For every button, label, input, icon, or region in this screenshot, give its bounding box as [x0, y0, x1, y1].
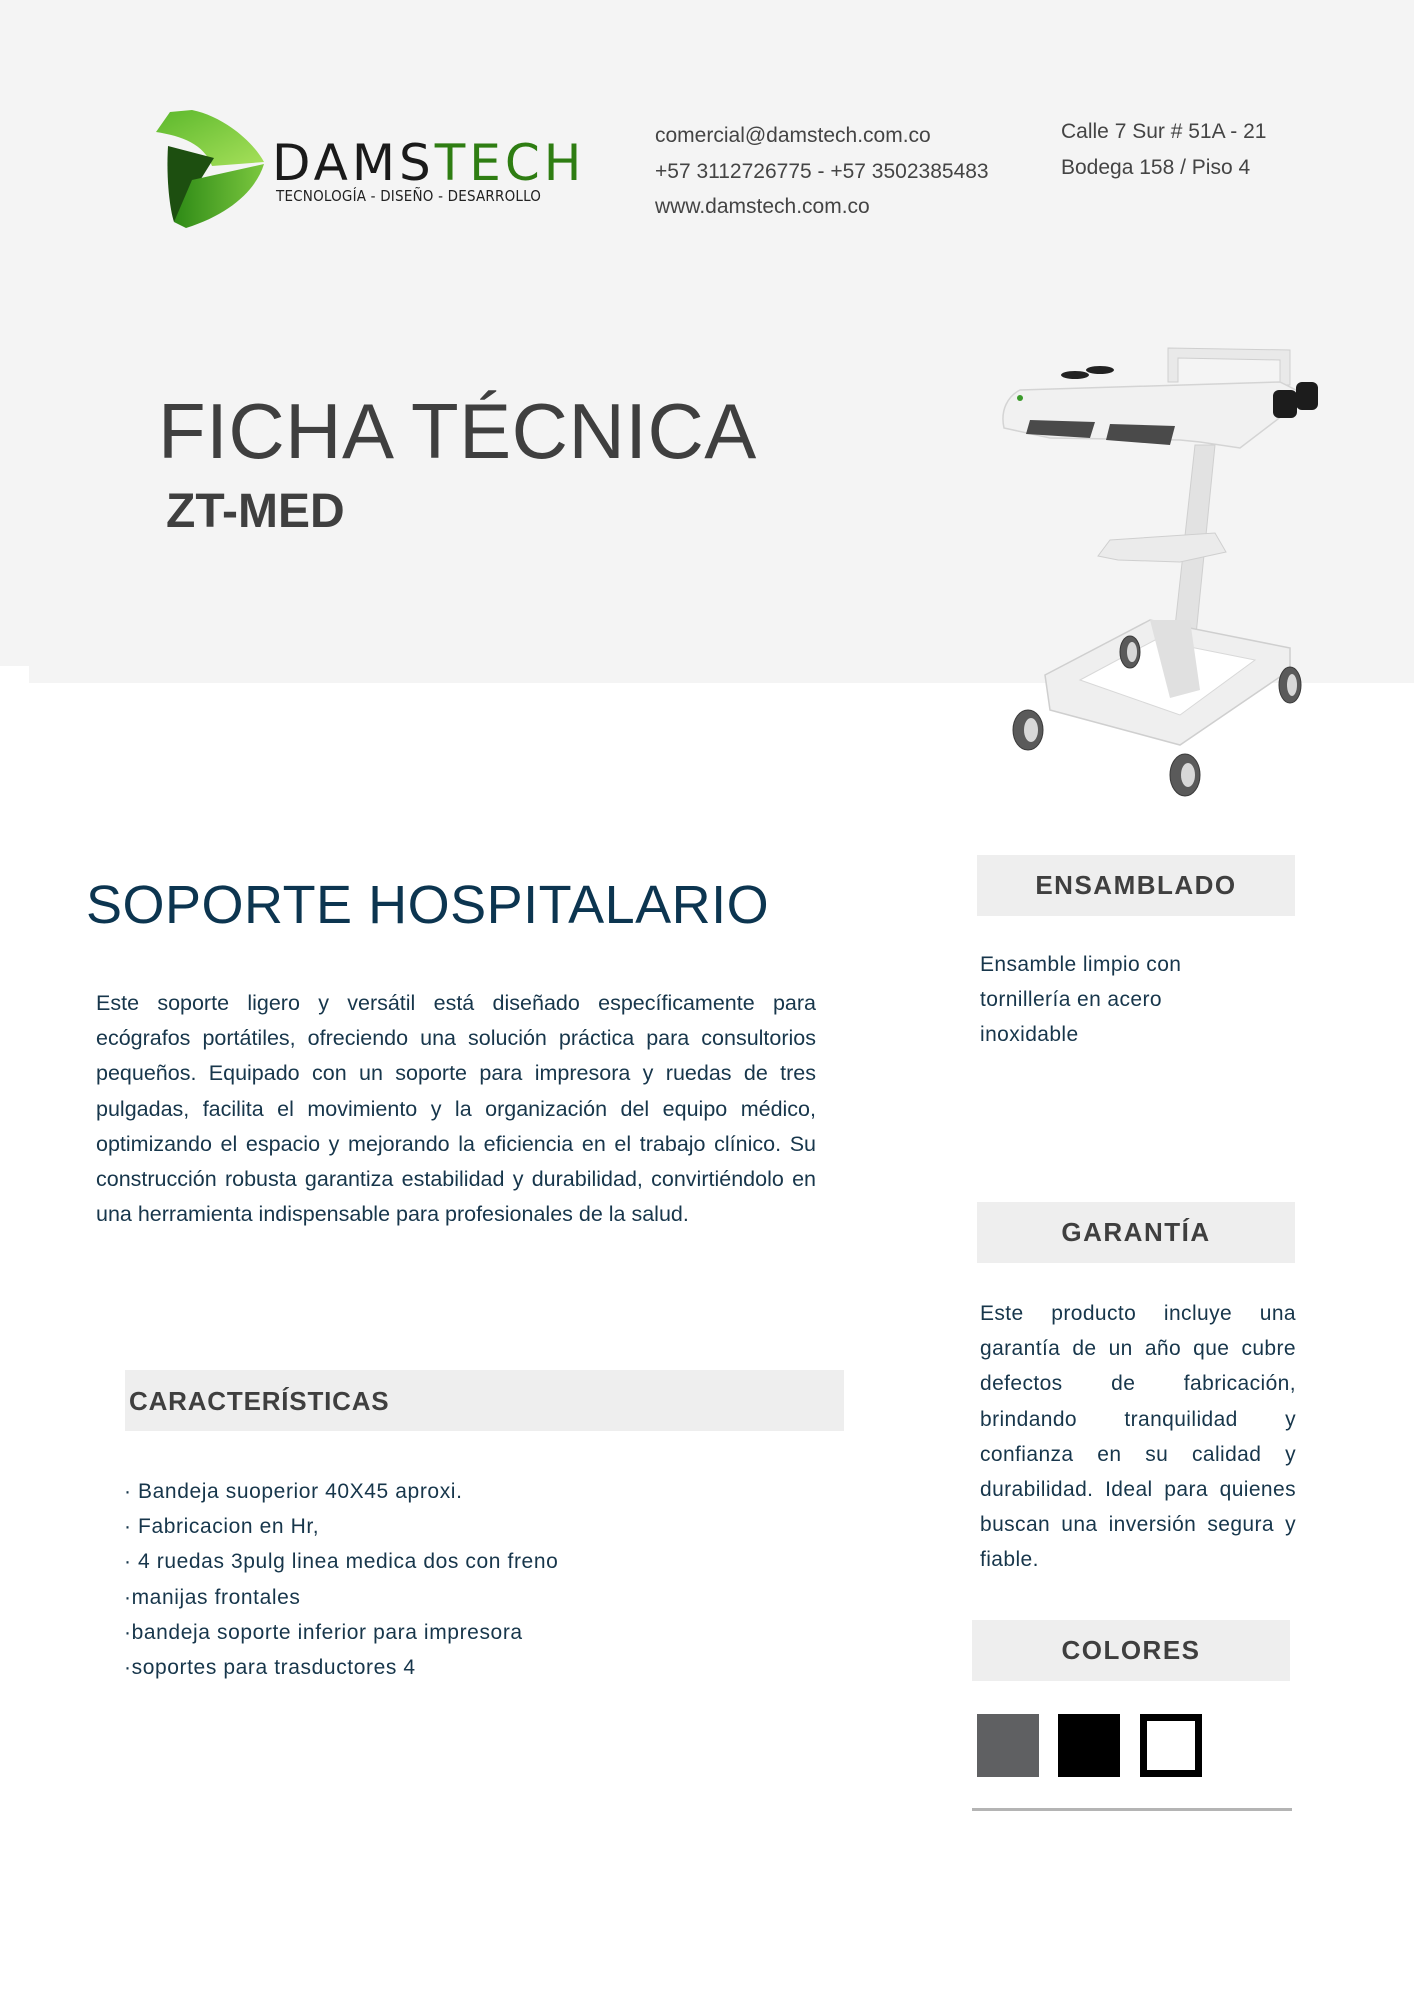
contact-website[interactable]: www.damstech.com.co: [655, 195, 870, 218]
logo-wordmark-tech: TECH: [434, 134, 586, 192]
colors-title: COLORES: [1061, 1635, 1201, 1665]
address-line2: Bodega 158 / Piso 4: [1061, 155, 1251, 179]
product-image: [990, 330, 1330, 820]
warranty-text: Este producto incluye una garantía de un año que cubre defectos de fabricación, brindando tranquilidad y confianza en su calidad y durabilidad. Ideal para quienes buscan una inversión segura y fiable.: [980, 1302, 1296, 1572]
colors-header: [972, 1620, 1290, 1681]
logo-wordmark: [272, 134, 586, 192]
warranty-header: [977, 1202, 1295, 1263]
assembly-header: [977, 855, 1295, 916]
color-swatch-gray: [977, 1714, 1039, 1777]
logo-mark-icon: [152, 110, 272, 230]
assembly-title: ENSAMBLADO: [1035, 870, 1237, 900]
feature-item: ·bandeja soporte inferior para impresora: [124, 1620, 523, 1644]
product-description: Este soporte ligero y versátil está diseñado específicamente para ecógrafos portátiles, ofreciendo una solución práctica para consultorios pequeños. Equipado con un soporte para impresora y ruedas de tres pulgadas, facilita el movimiento y la organización del equipo médico, optimizando el espacio y mejorando la eficiencia en el trabajo clínico. Su construcción robusta garantiza estabilidad y durabilidad, convirtiéndolo en una herramienta indispensable para profesionales de la salud.: [96, 991, 816, 1227]
contact-info: [655, 118, 989, 225]
warranty-title: GARANTÍA: [1061, 1217, 1211, 1247]
contact-email[interactable]: comercial@damstech.com.co: [655, 124, 931, 147]
color-swatch-black: [1058, 1714, 1120, 1777]
product-model: ZT-MED: [166, 485, 345, 538]
color-swatch-white: [1140, 1714, 1202, 1777]
company-logo: [152, 110, 586, 230]
feature-item: ·soportes para trasductores 4: [124, 1656, 416, 1680]
feature-item: · Fabricacion en Hr,: [124, 1515, 320, 1539]
document-title: FICHA TÉCNICA: [158, 387, 757, 475]
address-line1: Calle 7 Sur # 51A - 21: [1061, 120, 1267, 143]
contact-phones: +57 3112726775 - +57 3502385483: [655, 159, 989, 183]
divider: [972, 1808, 1292, 1811]
logo-tagline: TECNOLOGÍA - DISEÑO - DESARROLLO: [276, 187, 542, 205]
product-heading: SOPORTE HOSPITALARIO: [86, 875, 770, 935]
features-list: [124, 1474, 558, 1685]
feature-item: · Bandeja suoperior 40X45 aproxi.: [124, 1480, 463, 1503]
feature-item: · 4 ruedas 3pulg linea medica dos con freno: [124, 1550, 559, 1574]
feature-item: ·manijas frontales: [124, 1585, 301, 1609]
assembly-text: Ensamble limpio con tornillería en acero inoxidable: [980, 953, 1182, 1047]
features-header: [125, 1370, 844, 1431]
address-info: [1061, 114, 1266, 185]
logo-wordmark-dams: DAMS: [272, 134, 435, 192]
features-title: CARACTERÍSTICAS: [129, 1386, 390, 1416]
